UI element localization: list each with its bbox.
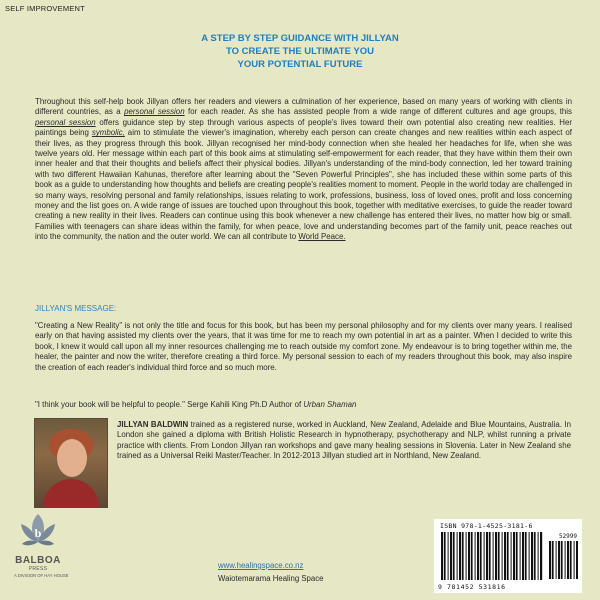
barcode-bar	[552, 541, 554, 579]
barcode-bar	[520, 532, 521, 580]
endorsement-quote	[35, 400, 572, 410]
website-link[interactable]: www.healingspace.co.nz	[218, 561, 304, 570]
intro-emphasis-2: personal session	[35, 117, 96, 127]
endorsement-text: "I think your book will be helpful to people." Serge Kahili King Ph.D Author of	[35, 400, 304, 409]
barcode-bar	[525, 532, 527, 580]
barcode-bar	[549, 541, 551, 579]
barcode-bar	[558, 541, 560, 579]
headline-line-3: YOUR POTENTIAL FUTURE	[237, 59, 363, 70]
intro-text-3: offers guidance step by step through various aspects of people's lives toward their own potential also creating new realities. Her paintings being	[35, 117, 572, 138]
barcode-bar	[471, 532, 473, 580]
barcode-bar	[453, 532, 455, 580]
ean-barcode	[440, 532, 544, 580]
barcode-bar	[504, 532, 506, 580]
barcode-bar	[511, 532, 512, 580]
intro-text-2: for each reader. As she has assisted people from a wide range of different cultures and age groups, this	[184, 107, 572, 117]
author-bio	[117, 420, 571, 462]
publisher-logo	[14, 512, 69, 592]
barcode-bar	[538, 532, 539, 580]
organization-name: Waiotemarama Healing Space	[218, 574, 324, 583]
barcode-bar	[502, 532, 503, 580]
barcode-bar	[498, 532, 500, 580]
message-heading: JILLYAN'S MESSAGE:	[35, 304, 117, 313]
barcode-bar	[459, 532, 461, 580]
category-label: SELF IMPROVEMENT	[5, 4, 85, 13]
lotus-logo-icon	[18, 512, 58, 554]
barcode-bar	[468, 532, 470, 580]
barcode-bar	[540, 532, 542, 580]
barcode-bar	[450, 532, 452, 580]
intro-paragraph	[35, 97, 572, 243]
author-name: JILLYAN BALDWIN	[117, 420, 189, 429]
world-peace-text: World Peace.	[298, 232, 346, 242]
price-addon: 52999	[558, 533, 577, 540]
svg-text:b: b	[34, 526, 42, 540]
barcode-bar	[522, 532, 524, 580]
intro-emphasis-3: symbolic,	[91, 128, 125, 138]
barcode-bar	[565, 541, 566, 579]
barcode-bar	[477, 532, 479, 580]
barcode-bar	[489, 532, 491, 580]
isbn-number: ISBN 978-1-4525-3181-6	[440, 522, 533, 530]
barcode-bar	[513, 532, 515, 580]
publisher-division: A DIVISION OF HAY HOUSE	[14, 573, 69, 578]
barcode-bar	[462, 532, 464, 580]
ean-number: 9 781452 531816	[438, 583, 506, 591]
publisher-sub: PRESS	[28, 566, 48, 572]
barcode-bar	[574, 541, 575, 579]
barcode-bar	[495, 532, 497, 580]
author-bio-text: trained as a registered nurse, worked in Auckland, New Zealand, Adelaide and Blue Mountains, Australia. In London she gained a diploma with British Holistic Research in hypnotherapy, psychotherapy and NLP, whilst running a private practice with clients. From London Jillyan ran workshops and gave many healing sessions in Slovenia. Later in New Zealand she trained as a Universal Reiki Master/Teacher. In 2012-2013 Jillyan studied art in Northland, New Zealand.	[117, 420, 571, 461]
barcode-bar	[484, 532, 485, 580]
endorsement-book-title: Urban Shaman	[303, 400, 357, 409]
barcode-bar	[441, 532, 443, 580]
intro-emphasis-1: personal session	[124, 107, 185, 117]
publisher-name: BALBOA	[15, 555, 61, 566]
barcode-bar	[457, 532, 458, 580]
barcode-bar	[493, 532, 494, 580]
barcode-bar	[480, 532, 482, 580]
addon-barcode	[548, 541, 578, 579]
message-paragraph: "Creating a New Reality" is not only the title and focus for this book, but has been my personal philosophy and for my clients over many years. I realised early on that having assisted my clients over the years, that it was time for me to reach my own potential in art as a painter. When I decided to write this book, I knew it would call upon all my inner resources challenging me to reach outside my comfort zone. My endeavour is to bring together within me, the healer, the painter and now the writer, therefore creating a third force. My personal session to each of my readers throughout this book, may also inspire the creation of each reader's individual third force and so much more.	[35, 321, 572, 372]
barcode-bar	[561, 541, 563, 579]
barcode-bar	[475, 532, 476, 580]
barcode-bar	[529, 532, 530, 580]
barcode-bar	[570, 541, 572, 579]
barcode-bar	[516, 532, 518, 580]
barcode-bar	[531, 532, 533, 580]
headline-line-1: A STEP BY STEP GUIDANCE WITH JILLYAN	[201, 33, 399, 44]
author-photo	[34, 418, 108, 508]
barcode-bar	[534, 532, 536, 580]
barcode-bar	[556, 541, 557, 579]
isbn-barcode	[434, 519, 582, 593]
barcode-bar	[466, 532, 467, 580]
barcode-bar	[576, 541, 578, 579]
barcode-bar	[507, 532, 509, 580]
barcode-bar	[486, 532, 488, 580]
barcode-bar	[444, 532, 446, 580]
barcode-bar	[567, 541, 569, 579]
barcode-bar	[448, 532, 449, 580]
intro-text-1: Throughout this self-help book Jillyan offers her readers and viewers a culmination of her experience, based on many years of working with clients in different countries, as a	[35, 97, 572, 117]
headline-line-2: TO CREATE THE ULTIMATE YOU	[226, 46, 374, 57]
intro-text-4: aim to stimulate the viewer's imagination, whereby each person can create changes and new realities within each aspect of their lives, as they progress through this book. Jillyan recognised her mind-body connection when she healed her headaches for life, when she was twelve years old. Her message within each part of this book aims at stimulating self-empowerment for each reader, that they have within them their own inner healer and that their thoughts and beliefs affect their physical bodies. Jillyan's understanding of the mind-body connection, led her toward training with two different Hawaiian Kahunas, therefore after learning about the "Seven Powerful Principles", she has included these within some parts of this book as a guide to understanding how thoughts and beliefs are creating people's realities moment to moment. People in the world today are challenged in so many ways, resolving personal and family relationships, issues relating to work, professions, business, loss of loved ones, profit and loss concerning money and the list goes on. A wide range of issues are touched upon throughout this book, together with meditative exercises, to guide the reader toward creating a new reality in their lives. Readers can continue using this book whenever a new challenge has entered their lives, no matter how big or small. Families with teenagers can share ideas within the family, for when peace, love and understanding becomes part of the family unit, peace reaches out into the community, the nation and the outer world. We can all contribute to	[35, 128, 572, 242]
headline	[0, 32, 600, 71]
